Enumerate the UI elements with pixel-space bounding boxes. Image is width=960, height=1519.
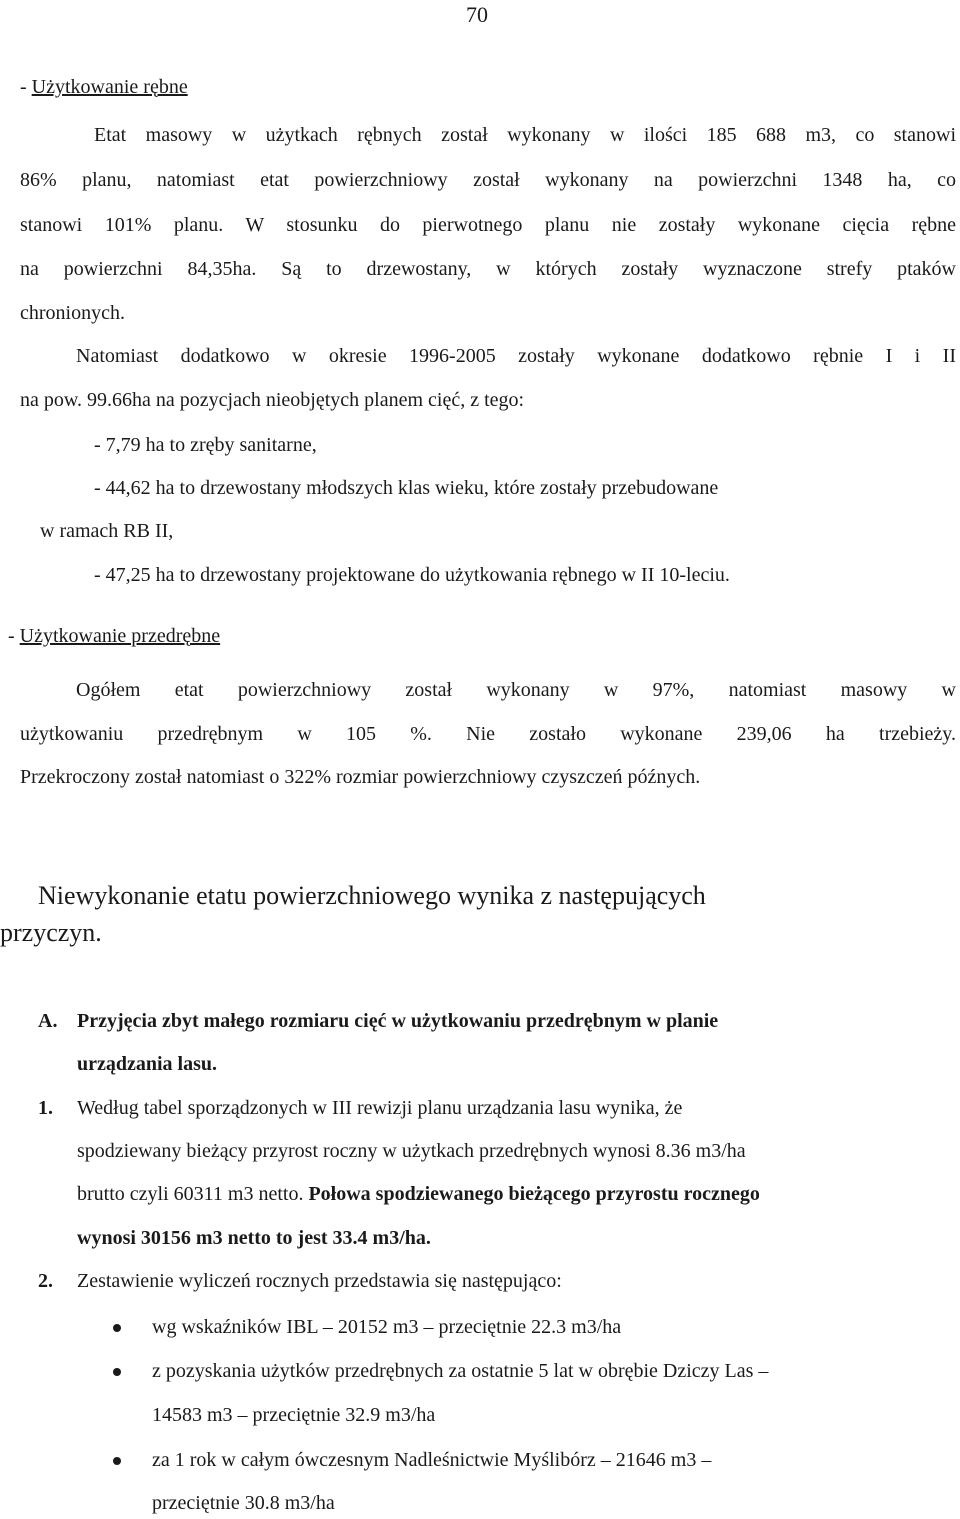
list-item: - 47,25 ha to drzewostany projektowane do użytkowania rębnego w II 10-leciu.	[94, 564, 730, 586]
bullet-item: za 1 rok w całym ówczesnym Nadleśnictwie Myślibórz – 21646 m3 –	[152, 1449, 712, 1471]
bullet-item-continuation: przeciętnie 30.8 m3/ha	[152, 1492, 335, 1514]
bullet-item: wg wskaźników IBL – 20152 m3 – przeciętnie 22.3 m3/ha	[152, 1316, 622, 1338]
section-title-text: Użytkowanie przedrębne	[19, 625, 221, 647]
bullet-item: z pozyskania użytków przedrębnych za ostatnie 5 lat w obrębie Dziczy Las –	[152, 1360, 769, 1382]
list-item-continuation: w ramach RB II,	[40, 520, 174, 542]
point-text	[77, 1183, 760, 1206]
paragraph-line: użytkowaniu przedrębnym w 105 %. Nie zostało wykonane 239,06 ha trzebieży.	[20, 723, 956, 745]
section-dash: -	[20, 76, 32, 98]
point-text: Według tabel sporządzonych w III rewizji planu urządzania lasu wynika, że	[77, 1097, 683, 1119]
list-item: - 7,79 ha to zręby sanitarne,	[94, 434, 317, 456]
bullet-item-continuation: 14583 m3 – przeciętnie 32.9 m3/ha	[152, 1404, 436, 1426]
paragraph-line: Przekroczony został natomiast o 322% rozmiar powierzchniowy czyszczeń późnych.	[20, 766, 701, 788]
paragraph-line: 86% planu, natomiast etat powierzchniowy został wykonany na powierzchni 1348 ha, co	[20, 169, 956, 191]
point-text: Zestawienie wyliczeń rocznych przedstawia się następująco:	[77, 1270, 562, 1292]
point-text-bold: Połowa spodziewanego bieżącego przyrostu rocznego	[308, 1183, 760, 1205]
paragraph-line: Etat masowy w użytkach rębnych został wykonany w ilości 185 688 m3, co stanowi	[94, 124, 956, 146]
bullet-icon	[113, 1324, 121, 1332]
paragraph-line: na powierzchni 84,35ha. Są to drzewostany, w których zostały wyznaczone strefy ptaków	[20, 258, 956, 280]
point-marker: 1.	[38, 1097, 53, 1119]
page-number: 70	[466, 2, 488, 27]
point-text: wynosi 30156 m3 netto to jest 33.4 m3/ha.	[77, 1227, 431, 1249]
bullet-icon	[113, 1368, 121, 1376]
list-item: - 44,62 ha to drzewostany młodszych klas wieku, które zostały przebudowane	[94, 477, 719, 499]
heading-line: przyczyn.	[0, 918, 102, 947]
bullet-icon	[113, 1457, 121, 1465]
point-marker: A.	[38, 1010, 58, 1032]
paragraph-line: Ogółem etat powierzchniowy został wykonany w 97%, natomiast masowy w	[76, 679, 956, 701]
paragraph-line: stanowi 101% planu. W stosunku do pierwotnego planu nie zostały wykonane cięcia rębne	[20, 214, 956, 236]
section-dash: -	[8, 625, 20, 647]
point-text-normal: brutto czyli 60311 m3 netto.	[77, 1183, 309, 1205]
point-marker: 2.	[38, 1270, 53, 1292]
section-title-text: Użytkowanie rębne	[31, 76, 188, 98]
paragraph-line: chronionych.	[20, 302, 125, 324]
heading-line: Niewykonanie etatu powierzchniowego wynika z następujących	[38, 881, 706, 910]
paragraph-line: na pow. 99.66ha na pozycjach nieobjętych planem cięć, z tego:	[20, 389, 525, 411]
section-title-rebne	[20, 76, 188, 99]
section-title-przedrebne	[8, 625, 220, 648]
paragraph-line: Natomiast dodatkowo w okresie 1996-2005 zostały wykonane dodatkowo rębnie I i II	[76, 345, 956, 367]
point-text: spodziewany bieżący przyrost roczny w użytkach przedrębnych wynosi 8.36 m3/ha	[77, 1140, 746, 1162]
point-text: Przyjęcia zbyt małego rozmiaru cięć w użytkowaniu przedrębnym w planie	[77, 1010, 719, 1032]
point-text: urządzania lasu.	[77, 1053, 218, 1075]
